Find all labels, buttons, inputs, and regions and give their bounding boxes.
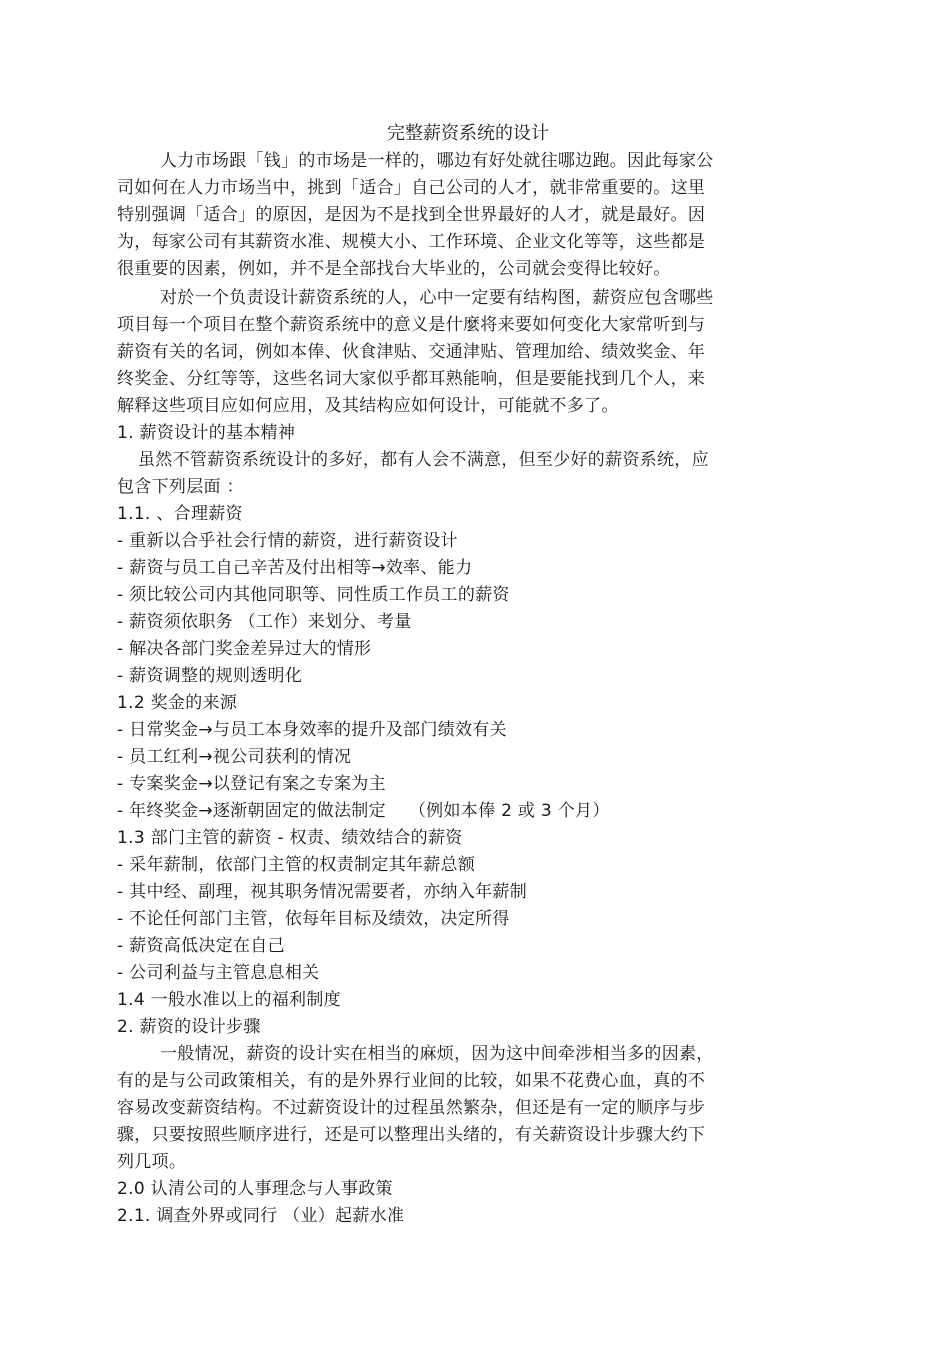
subsection-heading: 1.4 一般水准以上的福利制度 — [117, 990, 341, 1010]
paragraph-line: 薪资有关的名词，例如本俸、伙食津贴、交通津贴、管理加给、绩效奖金、年 — [117, 342, 706, 362]
subsection-heading: 1.3 部门主管的薪资 - 权责、绩效结合的薪资 — [117, 828, 463, 848]
list-item: - 薪资须依职务 （工作）来划分、考量 — [117, 612, 412, 632]
paragraph-line: 对於一个负责设计薪资系统的人，心中一定要有结构图，薪资应包含哪些 — [160, 288, 714, 308]
paragraph-line: 一般情况，薪资的设计实在相当的麻烦，因为这中间牵涉相当多的因素， — [160, 1044, 714, 1064]
list-item: - 解决各部门奖金差异过大的情形 — [117, 639, 372, 659]
list-item: - 专案奖金→以登记有案之专案为主 — [117, 774, 386, 794]
paragraph-line: 为，每家公司有其薪资水准、规模大小、工作环境、企业文化等等，这些都是 — [117, 232, 706, 252]
list-item: - 其中经、副理，视其职务情况需要者，亦纳入年薪制 — [117, 882, 528, 902]
section-heading: 2. 薪资的设计步骤 — [117, 1017, 261, 1037]
paragraph-line: 有的是与公司政策相关，有的是外界行业间的比较，如果不花费心血，真的不 — [117, 1071, 706, 1091]
subsection-heading: 1.2 奖金的来源 — [117, 693, 238, 713]
subsection-heading: 1.1. 、合理薪资 — [117, 504, 243, 524]
paragraph-line: 虽然不管薪资系统设计的多好，都有人会不满意，但至少好的薪资系统，应 — [138, 450, 709, 470]
list-item: - 采年薪制，依部门主管的权责制定其年薪总额 — [117, 855, 476, 875]
paragraph-line: 列几项。 — [117, 1152, 187, 1172]
paragraph-line: 项目每一个项目在整个薪资系统中的意义是什麼将来要如何变化大家常听到与 — [117, 315, 706, 335]
paragraph-line: 特别强调「适合」的原因，是因为不是找到全世界最好的人才，就是最好。因 — [117, 205, 706, 225]
paragraph-line: 解释这些项目应如何应用，及其结构应如何设计，可能就不多了。 — [117, 396, 619, 416]
paragraph-line: 司如何在人力市场当中，挑到「适合」自己公司的人才，就非常重要的。这里 — [117, 178, 706, 198]
list-item: - 员工红利→视公司获利的情况 — [117, 747, 352, 767]
list-item: - 薪资高低决定在自己 — [117, 936, 285, 956]
paragraph-line: 人力市场跟「钱」的市场是一样的，哪边有好处就往哪边跑。因此每家公 — [160, 151, 714, 171]
document-title: 完整薪资系统的设计 — [387, 123, 549, 144]
paragraph-line: 容易改变薪资结构。不过薪资设计的过程虽然繁杂，但还是有一定的顺序与步 — [117, 1098, 706, 1118]
subsection-heading: 2.1. 调查外界或同行 （业）起薪水准 — [117, 1206, 405, 1226]
section-heading: 1. 薪资设计的基本精神 — [117, 423, 296, 443]
paragraph-line: 很重要的因素，例如，并不是全部找台大毕业的，公司就会变得比较好。 — [117, 259, 671, 279]
list-item: - 日常奖金→与员工本身效率的提升及部门绩效有关 — [117, 720, 507, 740]
list-item: - 薪资与员工自己辛苦及付出相等→效率、能力 — [117, 558, 473, 578]
list-item: - 重新以合乎社会行情的薪资，进行薪资设计 — [117, 531, 458, 551]
paragraph-line: 骤，只要按照些顺序进行，还是可以整理出头绪的，有关薪资设计步骤大约下 — [117, 1125, 706, 1145]
paragraph-line: 终奖金、分红等等，这些名词大家似乎都耳熟能响，但是要能找到几个人，来 — [117, 369, 706, 389]
subsection-heading: 2.0 认清公司的人事理念与人事政策 — [117, 1179, 393, 1199]
list-item: - 年终奖金→逐渐朝固定的做法制定 （例如本俸 2 或 3 个月） — [117, 801, 610, 821]
list-item: - 须比较公司内其他同职等、同性质工作员工的薪资 — [117, 585, 510, 605]
list-item: - 公司利益与主管息息相关 — [117, 963, 320, 983]
list-item: - 不论任何部门主管，依每年目标及绩效，决定所得 — [117, 909, 510, 929]
list-item: - 薪资调整的规则透明化 — [117, 666, 303, 686]
paragraph-line: 包含下列层面 ： — [117, 477, 244, 497]
